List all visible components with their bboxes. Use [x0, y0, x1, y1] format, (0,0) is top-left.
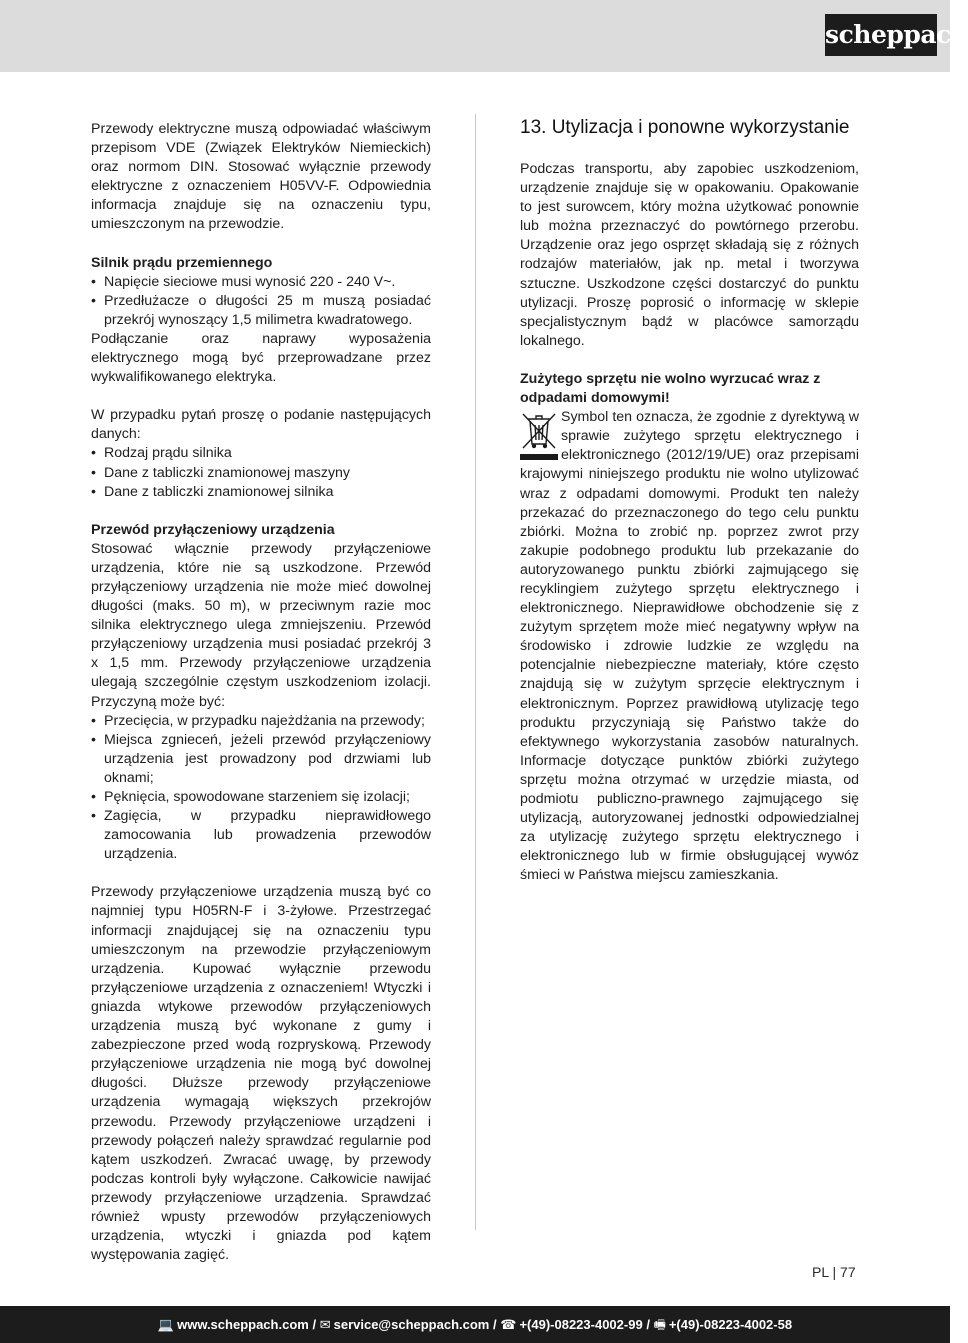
intro-paragraph: Przewody elektryczne muszą odpowiadać właściwym przepisom VDE (Związek Elektryków Niemieckich) oraz normom DIN. Stosować wyłącznie przewody elektryczne z oznaczeniem H05VV-F. Odpowiednia informacja znajduje się na oznaczeniu typu, umieszczonym na przewodzie.	[91, 121, 431, 233]
waste-body: Symbol ten oznacza, że zgodnie z dyrektywą w sprawie zużytego sprzętu elektrycznego i elektronicznego (2012/19/UE) oraz przepisami krajowymi niniejszego produktu nie wolno utylizować wraz z odpadami domowymi. Produkt ten należy przekazać do przeznaczonego do tego celu punktu zbiórki. Można to zrobić np. poprzez zwrot przy zakupie podobnego produktu lub przekazanie do autoryzowanego punktu zbiórki zajmującego się recyklingiem zużytego sprzętu elektrycznego i elektronicznego. Nieprawidłowe obchodzenie się z zużytym sprzętem może mieć negatywny wpływ na środowisko i zdrowie ludzkie ze względu na potencjalnie niebezpieczne materiały, które często znajdują się w zużytym sprzęcie elektrycznym i elektronicznym. Poprzez prawidłową utylizację tego produktu przyczyniają się Państwo także do efektywnego wykorzystania zasobów naturalnych. Informacje dotyczące punktów zbiórki zużytego sprzętu można otrzymać w urzędzie miasta, od podmiotu publiczno-prawnego zajmującego się utylizacją, autoryzowanej jednostki odpowiedzialnej za utylizację zużytego sprzętu elektrycznego i elektronicznego lub w firmie obsługującej wywóz śmieci w Państwa miejscu zamieszkania.	[520, 409, 859, 884]
laptop-icon: 💻	[157, 1317, 175, 1332]
list-item: • Rodzaj prądu silnika	[91, 444, 431, 463]
language-code: PL	[812, 1264, 829, 1280]
waste-heading: Zużytego sprzętu nie wolno wyrzucać wraz z odpadami domowymi!	[520, 370, 821, 407]
page-number	[812, 1264, 856, 1280]
website-link[interactable]: www.scheppach.com	[177, 1317, 309, 1332]
scheppach-logo: scheppach	[825, 14, 937, 56]
footer-separator: /	[312, 1317, 317, 1332]
left-column	[91, 120, 431, 1265]
list-item: • Dane z tabliczki znamionowej maszyny	[91, 464, 431, 483]
transport-paragraph: Podczas transportu, aby zapobiec uszkodzeniom, urządzenie znajduje się w opakowaniu. Opakowanie to jest surowcem, który można użytkować ponownie lub można przeznaczyć do powtórnego przerobu. Urządzenie oraz jego osprzęt składają się z różnych rodzajów materiałów, jak np. metal i tworzywa sztuczne. Uszkodzone części dostarczyć do punktu utylizacji. Proszę poprosić o informację w sklepie specjalistycznym bądź w placówce samorządu lokalnego.	[520, 161, 859, 349]
header-band	[0, 0, 950, 72]
page-number-value: 77	[840, 1264, 856, 1280]
crossed-out-wheelie-bin-icon	[519, 410, 559, 462]
list-item: • Napięcie sieciowe musi wynosić 220 - 240 V~.	[91, 273, 431, 292]
fax-number: +(49)-08223-4002-58	[668, 1317, 793, 1332]
email-link[interactable]: service@scheppach.com	[333, 1317, 490, 1332]
motor-note: Podłączanie oraz naprawy wyposażenia elektrycznego mogą być przeprowadzane przez wykwalifikowanego elektryka.	[91, 330, 431, 386]
list-item: • Dane z tabliczki znamionowej silnika	[91, 483, 431, 502]
list-item: • Przecięcia, w przypadku najeżdżania na przewody;	[91, 712, 431, 731]
weee-block	[520, 408, 859, 885]
column-divider	[475, 114, 476, 1230]
footer-contact-bar	[0, 1306, 950, 1343]
right-column	[520, 160, 859, 885]
questions-intro: W przypadku pytań proszę o podanie następujących danych:	[91, 407, 431, 443]
motor-list	[91, 273, 431, 330]
cable-body: Stosować włącznie przewody przyłączeniowe urządzenia, które nie są uszkodzone. Przewód przyłączeniowy urządzenia nie może mieć dowolnej długości (maks. 50 m), w przeciwnym razie moc silnika elektrycznego ulega zmniejszeniu. Przewód przyłączeniowy urządzenia musi posiadać przekrój 3 x 1,5 mm. Przewody przyłączeniowe urządzenia ulegają szczególnie częstym uszkodzeniom izolacji. Przyczyną może być:	[91, 540, 431, 710]
closing-paragraph: Przewody przyłączeniowe urządzenia muszą być co najmniej typu H05RN-F i 3-żyłowe. Przestrzegać informacji znajdującej się na oznaczeniu typu umieszczonym na przewodzie przyłączeniowym urządzenia. Kupować wyłącznie przewodu przyłączeniowe urządzenia z oznaczeniem! Wtyczki i gniazda wtykowe przewodów przyłączeniowych urządzenia muszą być wykonane z gumy i zabezpieczone przed wodą rozpryskową. Przewody przyłączeniowe urządzenia nie mogą być dowolnej długości. Dłuższe przewody przyłączeniowe urządzenia wymagają większych przekrojów przewodu. Przewody przyłączeniowe urządzeni i przewody połączeń należy sprawdzać regularnie pod kątem uszkodzeń. Zwracać uwagę, by przewody podczas kontroli były wyłączone. Całkowicie nawijać przewody przyłączeniowe urządzenia. Sprawdzać również wpusty przewodów przyłączeniowych urządzenia, wtyczki i gniazda pod kątem występowania zagięć.	[91, 884, 431, 1264]
section-title: 13. Utylizacja i ponowne wykorzystanie	[520, 117, 850, 138]
cable-heading: Przewód przyłączeniowy urządzenia	[91, 521, 335, 538]
list-item: • Zagięcia, w przypadku nieprawidłowego zamocowania lub prowadzenia przewodów urządzenia.	[91, 807, 431, 864]
fax-icon: 🖷	[653, 1317, 666, 1332]
footer-separator: /	[646, 1317, 650, 1332]
phone-icon: ☎	[500, 1317, 517, 1332]
questions-list	[91, 444, 431, 501]
cable-damage-list	[91, 712, 431, 865]
phone-number: +(49)-08223-4002-99	[519, 1317, 643, 1332]
list-item: • Miejsca zgnieceń, jeżeli przewód przyłączeniowy urządzenia jest prowadzony pod drzwiami lub oknami;	[91, 731, 431, 788]
motor-heading: Silnik prądu przemiennego	[91, 254, 273, 271]
page-separator: |	[832, 1264, 837, 1280]
list-item: • Przedłużacze o długości 25 m muszą posiadać przekrój wynoszący 1,5 milimetra kwadratowego.	[91, 292, 431, 330]
list-item: • Pęknięcia, spowodowane starzeniem się izolacji;	[91, 788, 431, 807]
envelope-icon: ✉	[319, 1317, 331, 1332]
footer-separator: /	[493, 1317, 497, 1332]
